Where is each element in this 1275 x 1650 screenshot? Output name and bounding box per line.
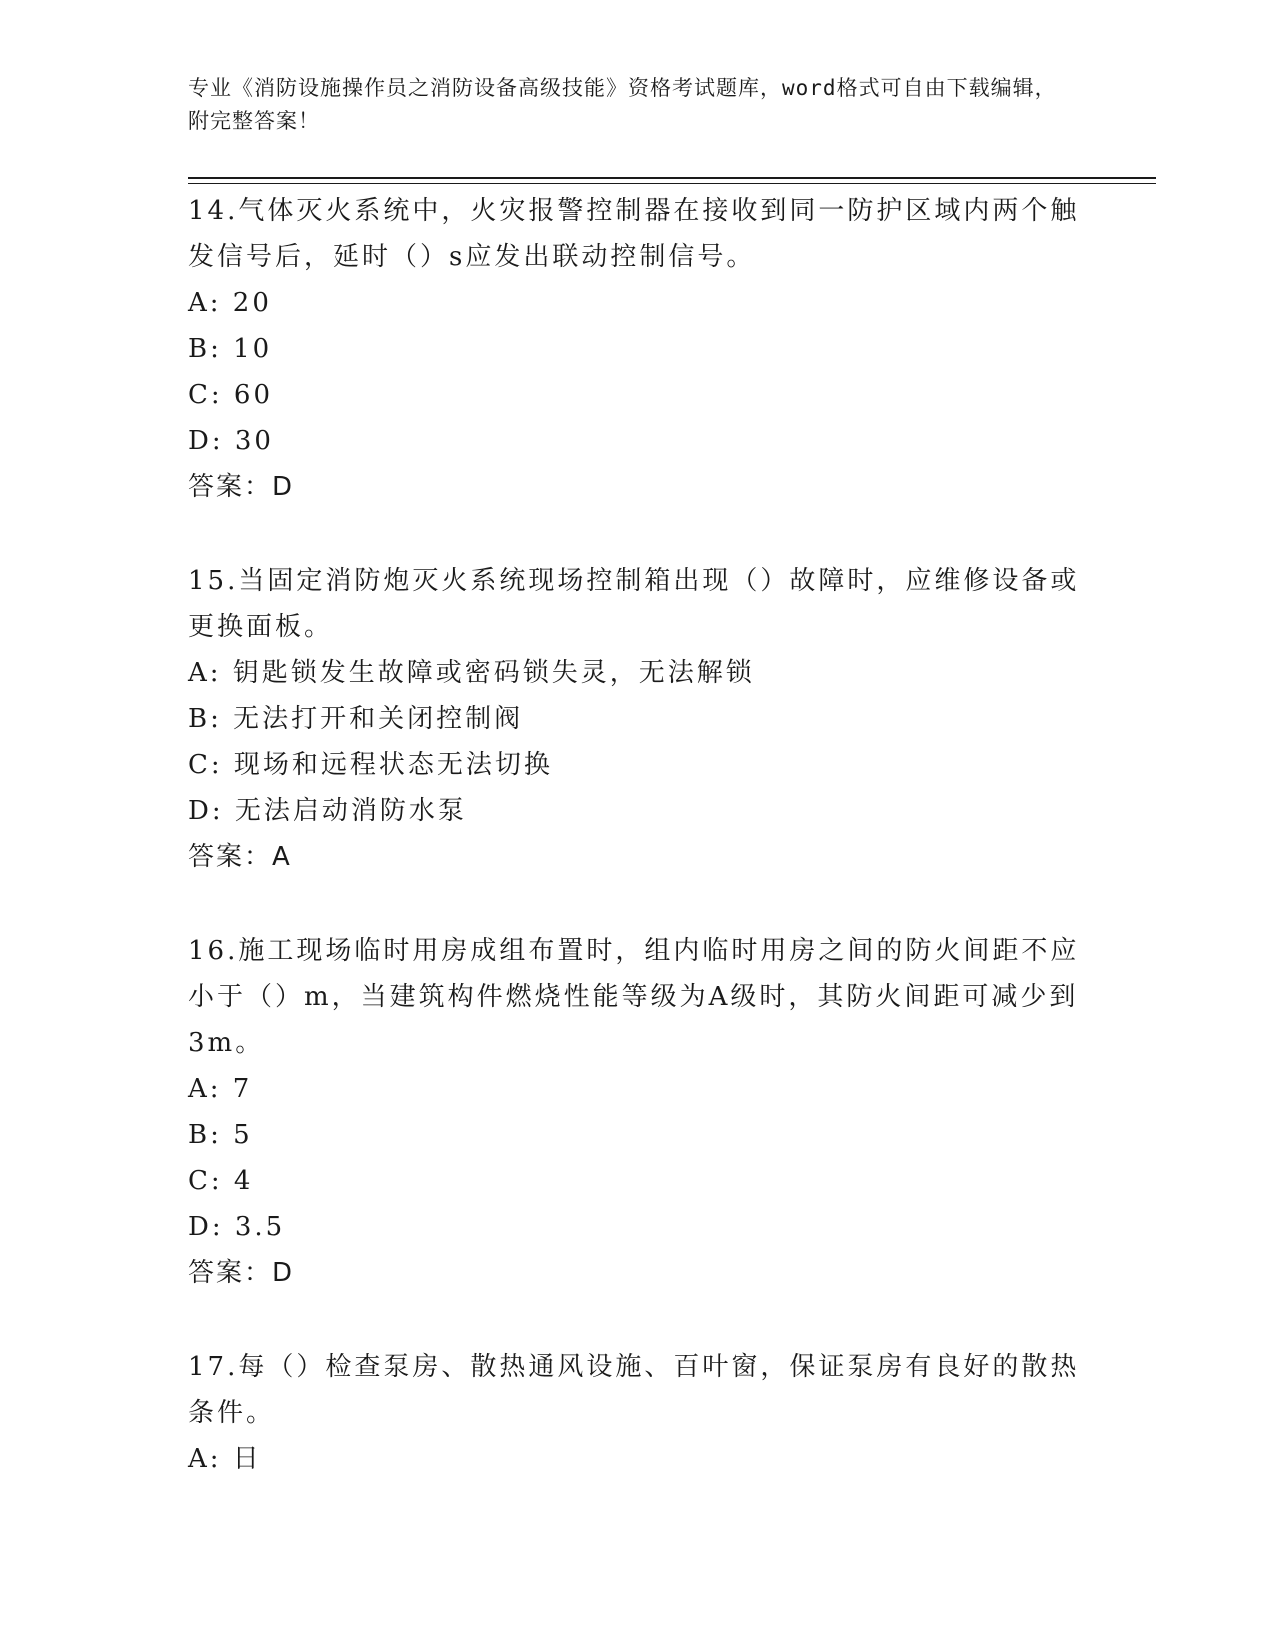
option-a: A: 日 [188,1444,262,1474]
option-a: A: 钥匙锁发生故障或密码锁失灵，无法解锁 [188,658,755,688]
option-c: C: 4 [188,1166,254,1196]
option-c: C: 60 [188,380,274,410]
question-15 [188,558,1088,880]
header-divider-thick [188,177,1156,179]
question-16 [188,928,1088,1296]
question-text: 16.施工现场临时用房成组布置时，组内临时用房之间的防火间距不应小于（）m，当建筑构件燃烧性能等级为A级时，其防火间距可减少到3m。 [188,936,1080,1058]
header-divider-thin [188,183,1156,184]
option-d: D: 30 [188,426,274,456]
question-text: 15.当固定消防炮灭火系统现场控制箱出现（）故障时，应维修设备或更换面板。 [188,566,1080,642]
option-d: D: 3.5 [188,1212,286,1242]
question-17 [188,1344,1088,1482]
option-a: A: 7 [188,1074,253,1104]
option-d: D: 无法启动消防水泵 [188,796,467,826]
document-header: 专业《消防设施操作员之消防设备高级技能》资格考试题库，word格式可自由下载编辑，附完整答案！ [188,76,1057,133]
option-b: B: 无法打开和关闭控制阀 [188,704,524,734]
option-c: C: 现场和远程状态无法切换 [188,750,553,780]
answer: 答案：D [188,1258,295,1288]
answer: 答案：A [188,842,292,872]
question-text: 14.气体灭火系统中，火灾报警控制器在接收到同一防护区域内两个触发信号后，延时（）s应发出联动控制信号。 [188,196,1080,272]
option-b: B: 5 [188,1120,253,1150]
option-a: A: 20 [188,288,272,318]
answer: 答案：D [188,472,295,502]
question-text: 17.每（）检查泵房、散热通风设施、百叶窗，保证泵房有良好的散热条件。 [188,1352,1080,1428]
question-14 [188,188,1088,510]
question-list [188,188,1088,1482]
option-b: B: 10 [188,334,273,364]
